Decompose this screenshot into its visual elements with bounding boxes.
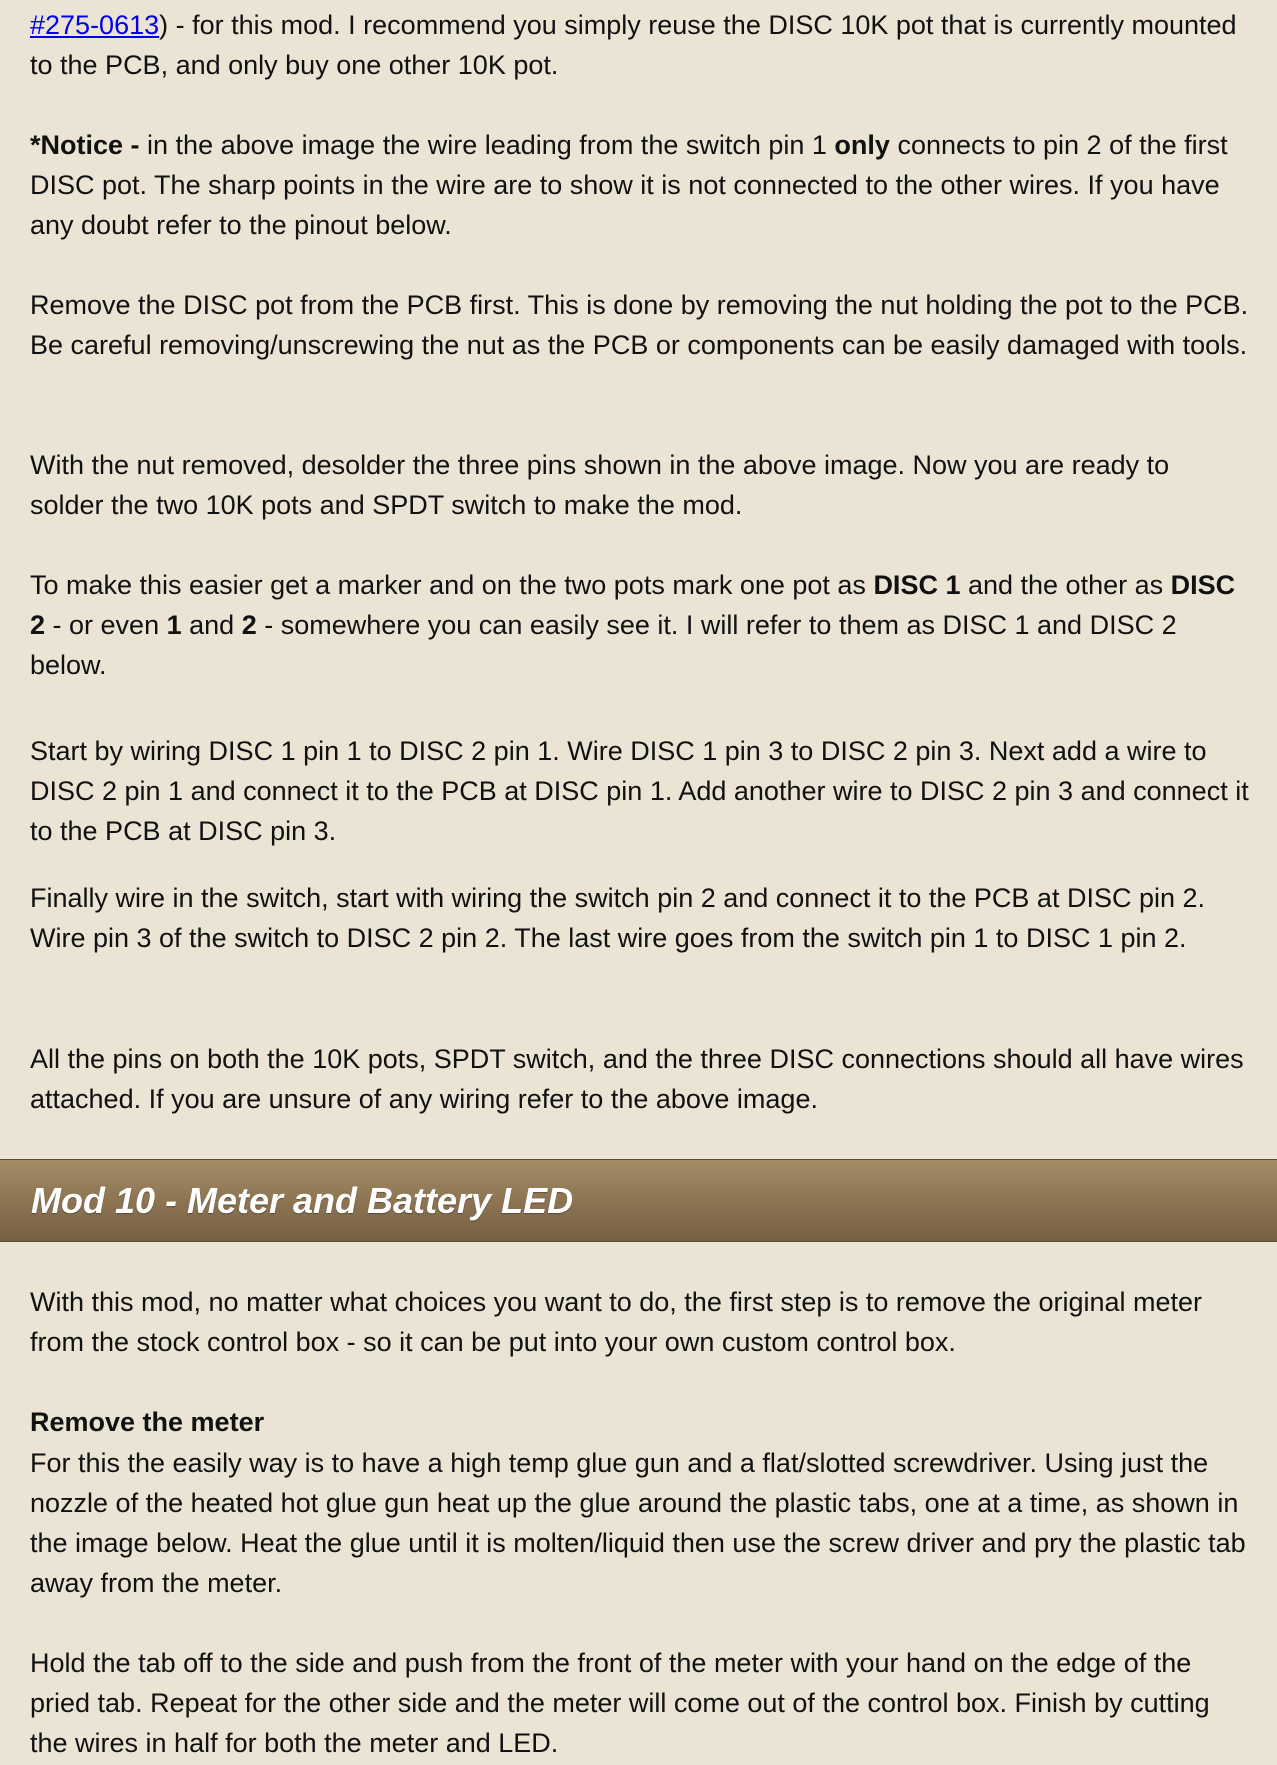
- notice-text-b: connects to pin 2 of the first DISC pot. The sharp points in the wire are to show it is not connected to the other wires. If you have any doubt refer to the pinout below.: [30, 130, 1228, 240]
- subheading-text: Remove the meter: [30, 1407, 265, 1437]
- disc2-label: DISC 2: [30, 570, 1236, 640]
- notice-only-emphasis: only: [834, 130, 890, 160]
- paragraph-text: ) - for this mod. I recommend you simply reuse the DISC 10K pot that is currently mounted to the PCB, and only buy one other 10K pot.: [30, 10, 1237, 80]
- paragraph-remove-pot: [30, 285, 1250, 365]
- paragraph-text: Hold the tab off to the side and push from the front of the meter with your hand on the edge of the pried tab. Repeat for the other side and the meter will come out of the control box. Finish by cutting the wires in half for both the meter and LED.: [30, 1648, 1210, 1758]
- paragraph-switch-wiring: [30, 878, 1250, 958]
- section-header-banner: [0, 1159, 1277, 1242]
- paragraph-part-number: [30, 5, 1250, 85]
- paragraph-mod10-intro: [30, 1282, 1250, 1362]
- paragraph-text: All the pins on both the 10K pots, SPDT switch, and the three DISC connections should all have wires attached. If you are unsure of any wiring refer to the above image.: [30, 1044, 1244, 1114]
- notice-label: *Notice -: [30, 130, 140, 160]
- paragraph-glue-gun: [30, 1443, 1250, 1603]
- paragraph-desolder: [30, 445, 1250, 525]
- paragraph-text: With this mod, no matter what choices you want to do, the first step is to remove the original meter from the stock control box - so it can be put into your own custom control box.: [30, 1287, 1203, 1357]
- one-label: 1: [166, 610, 182, 640]
- paragraph-text: With the nut removed, desolder the three pins shown in the above image. Now you are ready to solder the two 10K pots and SPDT switch to make the mod.: [30, 450, 1170, 520]
- paragraph-text: Start by wiring DISC 1 pin 1 to DISC 2 pin 1. Wire DISC 1 pin 3 to DISC 2 pin 3. Next add a wire to DISC 2 pin 1 and connect it to the PCB at DISC pin 1. Add another wire to DISC 2 pin 3 and connect it to the PCB at DISC pin 3.: [30, 736, 1249, 846]
- paragraph-text: Finally wire in the switch, start with wiring the switch pin 2 and connect it to the PCB at DISC pin 2. Wire pin 3 of the switch to DISC 2 pin 2. The last wire goes from the switch pin 1 to DISC 1 pin 2.: [30, 883, 1206, 953]
- marker-text-b: and the other as: [960, 570, 1171, 600]
- paragraph-notice: [30, 125, 1250, 245]
- marker-text-a: To make this easier get a marker and on the two pots mark one pot as: [30, 570, 874, 600]
- disc1-label: DISC 1: [873, 570, 961, 600]
- paragraph-all-pins: [30, 1039, 1250, 1119]
- two-label: 2: [241, 610, 257, 640]
- section-title: Mod 10 - Meter and Battery LED: [31, 1180, 574, 1221]
- marker-text-c: - or even: [45, 610, 167, 640]
- paragraph-text: For this the easily way is to have a high temp glue gun and a flat/slotted screwdriver. Using just the nozzle of the heated hot glue gun heat up the glue around the plastic tabs, one at a time, as shown in the image below. Heat the glue until it is molten/liquid then use the screw driver and pry the plastic tab away from the meter.: [30, 1448, 1246, 1598]
- part-number-link[interactable]: #275-0613: [30, 10, 160, 40]
- paragraph-marker: [30, 565, 1250, 685]
- paragraph-wiring: [30, 731, 1250, 851]
- notice-text-a: in the above image the wire leading from the switch pin 1: [139, 130, 835, 160]
- paragraph-text: Remove the DISC pot from the PCB first. This is done by removing the nut holding the pot to the PCB. Be careful removing/unscrewing the nut as the PCB or components can be easily damaged with tools.: [30, 290, 1249, 360]
- paragraph-hold-tab: [30, 1643, 1250, 1763]
- marker-text-d: and: [181, 610, 242, 640]
- subheading-remove-meter: [30, 1402, 1250, 1442]
- marker-text-e: - somewhere you can easily see it. I will refer to them as DISC 1 and DISC 2 below.: [30, 610, 1177, 680]
